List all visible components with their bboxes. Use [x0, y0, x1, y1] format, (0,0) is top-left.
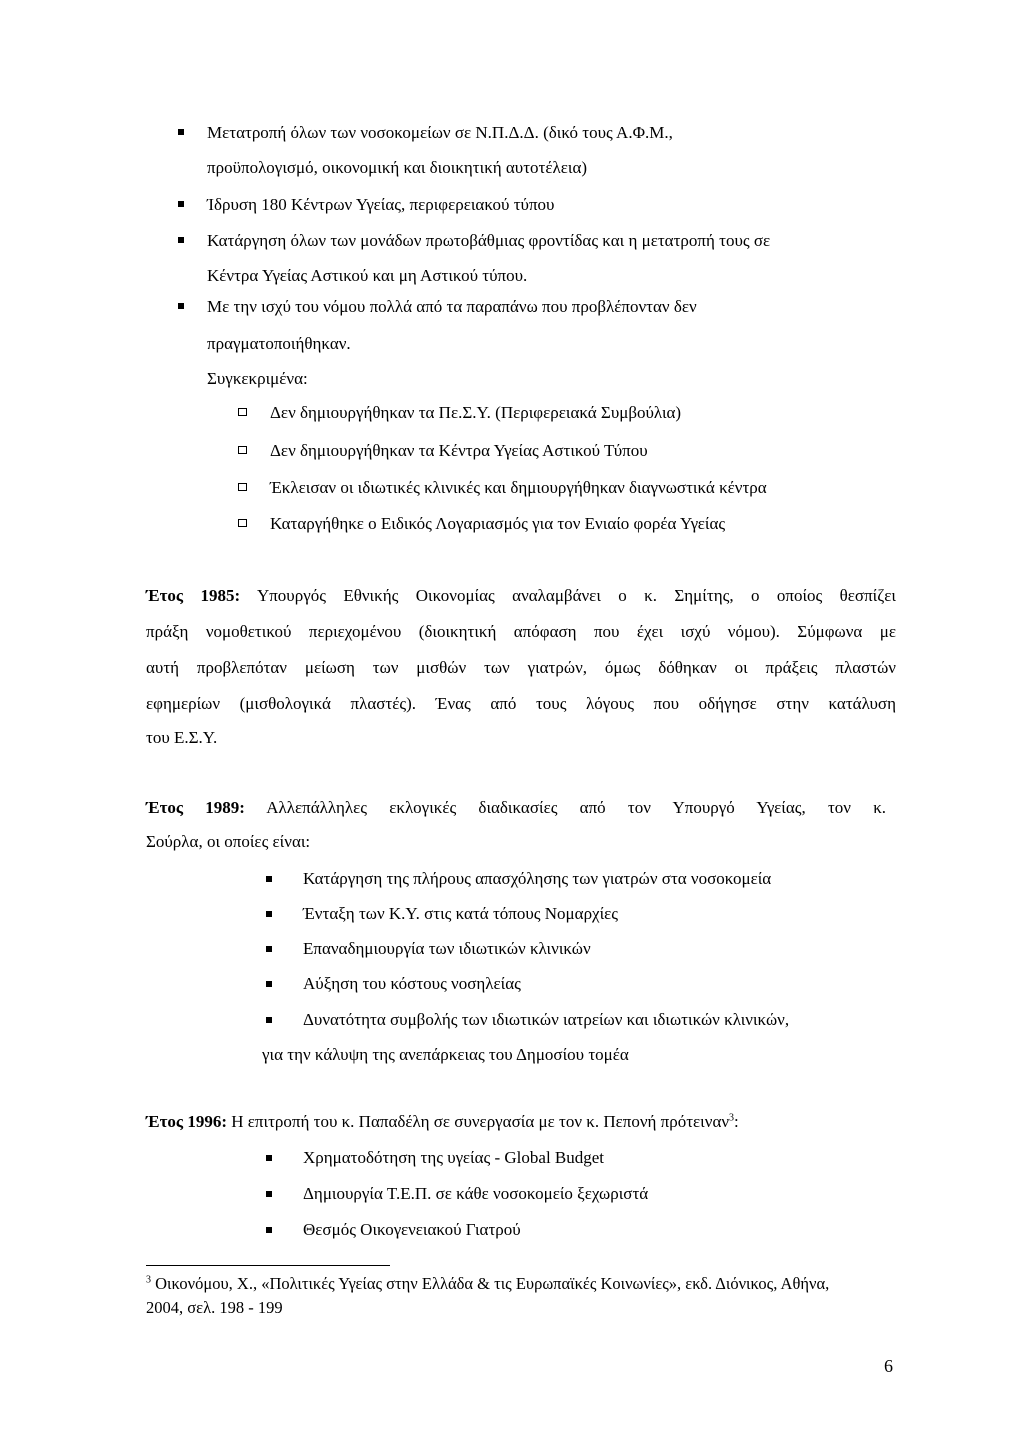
- bullet-icon: [266, 1191, 272, 1197]
- footnote-reference: 3: [729, 1112, 735, 1124]
- sub-list-item: Καταργήθηκε ο Ειδικός Λογαριασμός για τον Ενιαίο φορέα Υγείας: [270, 514, 726, 533]
- sub-list-item: Έκλεισαν οι ιδιωτικές κλινικές και δημιουργήθηκαν διαγνωστικά κέντρα: [270, 478, 767, 497]
- paragraph-1989-line: Σούρλα, οι οποίες είναι:: [146, 832, 311, 851]
- bullet-icon: [266, 876, 272, 882]
- list-item-text: πραγματοποιήθηκαν.: [207, 334, 351, 353]
- page-number: 6: [884, 1356, 893, 1376]
- list-item-text: προϋπολογισμό, οικονομική και διοικητική αυτοτέλεια): [207, 158, 588, 177]
- paragraph-text: Η επιτροπή του κ. Παπαδέλη σε συνεργασία με τον κ. Πεπονή πρότειναν: [231, 1112, 730, 1131]
- paragraph-text: Υπουργός Εθνικής Οικονομίας αναλαμβάνει ο κ. Σημίτης, ο οποίος θεσπίζει: [256, 586, 897, 605]
- footnote-number: 3: [146, 1274, 151, 1286]
- paragraph-1985-line: του Ε.Σ.Υ.: [146, 728, 218, 747]
- paragraph-1985-line: πράξη νομοθετικού περιεχομένου (διοικητική απόφαση που έχει ισχύ νόμου). Σύμφωνα με: [146, 622, 896, 641]
- paragraph-1985-line: εφημερίων (μισθολογικά πλαστές). Ένας από τους λόγους που οδήγησε στην κατάλυση: [146, 694, 896, 713]
- bullet-icon: [178, 129, 184, 135]
- footnote-line: [146, 1273, 829, 1295]
- sub-list-item: Δεν δημιουργήθηκαν τα Κέντρα Υγείας Αστικού Τύπου: [270, 441, 648, 460]
- hollow-square-bullet-icon: [238, 446, 247, 454]
- list-item-text: Με την ισχύ του νόμου πολλά από τα παραπάνω που προβλέπονταν δεν: [207, 297, 697, 316]
- list-item-text: Ίδρυση 180 Κέντρων Υγείας, περιφερειακού τύπου: [207, 195, 555, 214]
- list-item-text: Αύξηση του κόστους νοσηλείας: [303, 974, 521, 993]
- footnote-line: 2004, σελ. 198 - 199: [146, 1298, 283, 1317]
- hollow-square-bullet-icon: [238, 519, 247, 527]
- paragraph-text: Αλλεπάλληλες εκλογικές διαδικασίες από τον Υπουργό Υγείας, τον κ.: [266, 798, 887, 817]
- hollow-square-bullet-icon: [238, 408, 247, 416]
- list-item-text: Δημιουργία Τ.Ε.Π. σε κάθε νοσοκομείο ξεχωριστά: [303, 1184, 649, 1203]
- footnote-text: Οικονόμου, Χ., «Πολιτικές Υγείας στην Ελλάδα & τις Ευρωπαϊκές Κοινωνίες», εκδ. Διόνικος, Αθήνα,: [155, 1274, 830, 1293]
- specifically-label: Συγκεκριμένα:: [207, 369, 308, 388]
- list-item-text: Μετατροπή όλων των νοσοκομείων σε Ν.Π.Δ.Δ. (δικό τους Α.Φ.Μ.,: [207, 123, 673, 142]
- list-item-text: Κατάργηση της πλήρους απασχόλησης των γιατρών στα νοσοκομεία: [303, 869, 772, 888]
- bullet-icon: [266, 911, 272, 917]
- paragraph-1996-line: [146, 1111, 739, 1133]
- bullet-icon: [266, 981, 272, 987]
- list-item-text: Κατάργηση όλων των μονάδων πρωτοβάθμιας φροντίδας και η μετατροπή τους σε: [207, 231, 771, 250]
- bullet-icon: [178, 303, 184, 309]
- year-label-1996: Έτος 1996:: [146, 1112, 227, 1131]
- footnote-separator: [146, 1265, 390, 1266]
- bullet-icon: [266, 1017, 272, 1023]
- list-item-text: Δυνατότητα συμβολής των ιδιωτικών ιατρείων και ιδιωτικών κλινικών,: [303, 1010, 790, 1029]
- list-item-text: Κέντρα Υγείας Αστικού και μη Αστικού τύπου.: [207, 266, 528, 285]
- year-label-1989: Έτος 1989:: [146, 798, 245, 817]
- paragraph-1989-line: [146, 797, 886, 819]
- paragraph-1985-line: [146, 585, 896, 607]
- paragraph-1985-line: αυτή προβλεπόταν μείωση των μισθών των γιατρών, όμως δόθηκαν οι πράξεις πλαστών: [146, 658, 896, 677]
- list-item-text: Θεσμός Οικογενειακού Γιατρού: [303, 1220, 521, 1239]
- list-item-continuation: για την κάλυψη της ανεπάρκειας του Δημοσίου τομέα: [262, 1045, 629, 1064]
- sub-list-item: Δεν δημιουργήθηκαν τα Πε.Σ.Υ. (Περιφερειακά Συμβούλια): [270, 403, 682, 422]
- year-label-1985: Έτος 1985:: [146, 586, 241, 605]
- hollow-square-bullet-icon: [238, 483, 247, 491]
- bullet-icon: [266, 1227, 272, 1233]
- list-item-text: Ένταξη των Κ.Υ. στις κατά τόπους Νομαρχίες: [303, 904, 619, 923]
- bullet-icon: [266, 946, 272, 952]
- list-item-text: Επαναδημιουργία των ιδιωτικών κλινικών: [303, 939, 591, 958]
- bullet-icon: [266, 1155, 272, 1161]
- colon: :: [734, 1112, 739, 1131]
- bullet-icon: [178, 201, 184, 207]
- bullet-icon: [178, 237, 184, 243]
- list-item-text: Χρηματοδότηση της υγείας - Global Budget: [303, 1148, 605, 1167]
